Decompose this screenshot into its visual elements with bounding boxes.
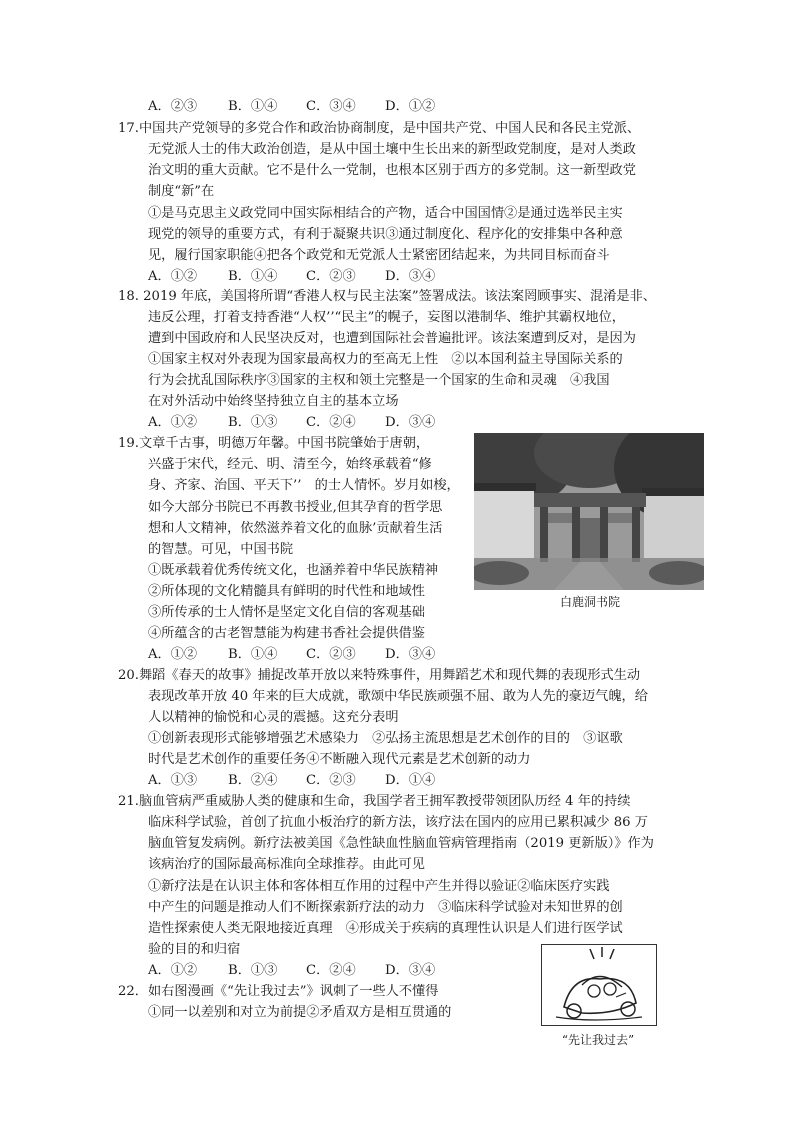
- q17-statement-line: ①是马克思主义政党同中国实际相结合的产物，适合中国国情②是通过选举民主实: [148, 206, 623, 221]
- q19-option-c[interactable]: C．②③: [306, 647, 356, 662]
- q20-statement-line: ①创新表现形式能够增强艺术感染力 ②弘扬主流思想是艺术创作的目的 ③讴歌: [148, 731, 623, 746]
- q16-options: [148, 96, 435, 117]
- q19-stem-line: 的智慧。可见，中国书院: [148, 542, 294, 557]
- q21-option-b[interactable]: B．①③: [228, 963, 278, 978]
- q21-statement-line: 中产生的问题是推动人们不断探索新疗法的动力 ③临床科学试验对未知世界的创: [148, 900, 623, 915]
- q19-options: [148, 644, 435, 665]
- q17-stem-line: 17.中国共产党领导的多党合作和政治协商制度，是中国共产党、中国人民和各民主党派、: [118, 121, 641, 136]
- q20-stem-line: 20.舞蹈《春天的故事》捕捉改革开放以来特殊事件，用舞蹈艺术和现代舞的表现形式生动: [118, 668, 641, 683]
- q21-stem-line: 21.脑血管病严重威胁人类的健康和生命，我国学者王拥军教授带领团队历经 4 年的持续: [118, 794, 631, 809]
- q18-statement-line: 行为会扰乱国际秩序③国家的主权和领土完整是一个国家的生命和灵魂 ④我国: [148, 373, 610, 388]
- q19-stem-line: 身、齐家、治国、平天下’’ 的士人情怀。岁月如梭，: [148, 478, 460, 493]
- q19-stem-line: 想和人文精神，依然滋养着文化的血脉’贡献着生活: [148, 521, 443, 536]
- q20-option-b[interactable]: B．②④: [228, 773, 278, 788]
- q19-option-d[interactable]: D．③④: [385, 647, 436, 662]
- q19-stem-line: 19.文章千古事，明德万年馨。中国书院肇始于唐朝，: [118, 436, 430, 451]
- q18-stem-line: 18. 2019 年底，美国将所谓“香港人权与民主法案”签署成法。该法案罔顾事实、混淆是非、: [118, 289, 656, 304]
- academy-photo-drawing: [474, 433, 704, 590]
- q17-statement-line: 现党的领导的重要方式，有利于凝聚共识③通过制度化、程序化的安排集中各种意: [148, 227, 623, 242]
- q16-option-a[interactable]: A．②③: [148, 99, 198, 114]
- q21-option-c[interactable]: C．②④: [306, 963, 356, 978]
- q20-stem-line: 表现改革开放 40 年来的巨大成就，歌颂中华民族顽强不屈、敢为人先的豪迈气魄，给: [148, 689, 648, 704]
- q21-options: [148, 960, 435, 981]
- q19-stem-line: 兴盛于宋代，经元、明、清至今，始终承载着“修: [148, 457, 432, 472]
- q19-option-a[interactable]: A．①②: [148, 647, 198, 662]
- academy-photo-caption: 白鹿洞书院: [559, 595, 620, 609]
- q21-option-d[interactable]: D．③④: [385, 963, 436, 978]
- q21-stem-line: 脑血管复发病例。新疗法被美国《急性缺血性脑血管病管理指南（2019 更新版）》作为: [148, 836, 654, 851]
- q19-statement-line: ①既承载着优秀传统文化，也涵养着中华民族精神: [148, 563, 439, 578]
- q17-statement-line: 见，履行国家职能④把各个政党和无党派人士紧密团结起来，为共同目标而奋斗: [148, 248, 610, 263]
- q20-options: [148, 770, 435, 791]
- q21-statement-line: 造性探索使人类无限地接近真理 ④形成关于疾病的真理性认识是人们进行医学试: [148, 921, 623, 936]
- q20-statement-line: 时代是艺术创作的重要任务④不断融入现代元素是艺术创新的动力: [148, 752, 531, 767]
- q17-option-d[interactable]: D．③④: [385, 269, 436, 284]
- q17-option-c[interactable]: C．②③: [306, 269, 356, 284]
- q16-option-c[interactable]: C．③④: [306, 99, 356, 114]
- q17-stem-line: 制度“新”在: [148, 184, 215, 199]
- q21-option-a[interactable]: A．①②: [148, 963, 198, 978]
- q21-stem-line: 该病治疗的国际最高标准向全球推荐。由此可见: [148, 857, 425, 872]
- q17-stem-line: 治文明的重大贡献。它不是什么一党制，也根本区别于西方的多党制。这一新型政党: [148, 163, 636, 178]
- q22-stem-line: 22．如右图漫画《“先让我过去”》讽刺了一些人不懂得: [118, 984, 439, 999]
- q18-option-d[interactable]: D．③④: [385, 415, 436, 430]
- q20-option-a[interactable]: A．①③: [148, 773, 198, 788]
- q18-stem-line: 违反公理，打着支持香港“人权’’“民主”的幌子，妄图以港制华、维护其霸权地位，: [148, 310, 625, 325]
- q21-statement-line: ①新疗法是在认识主体和客体相互作用的过程中产生并得以验证②临床医疗实践: [148, 879, 610, 894]
- q21-statement-line: 验的目的和归宿: [148, 942, 241, 957]
- q19-option-b[interactable]: B．①④: [228, 647, 278, 662]
- q18-statement-line: 在对外活动中始终坚持独立自主的基本立场: [148, 394, 399, 409]
- q20-stem-line: 人以精神的愉悦和心灵的震撼。这充分表明: [148, 710, 399, 725]
- q20-option-d[interactable]: D．①④: [385, 773, 436, 788]
- q16-option-b[interactable]: B．①④: [228, 99, 278, 114]
- q17-stem-line: 无党派人士的伟大政治创造，是从中国土壤中生长出来的新型政党制度，是对人类政: [148, 142, 636, 157]
- q20-option-c[interactable]: C．②③: [306, 773, 356, 788]
- q18-stem-line: 遭到中国政府和人民坚决反对，也遭到国际社会普遍批评。该法案遭到反对，是因为: [148, 331, 636, 346]
- q18-statement-line: ①国家主权对外表现为国家最高权力的至高无上性 ②以本国利益主导国际关系的: [148, 352, 623, 367]
- academy-photo: [474, 433, 704, 590]
- cartoon-caption: “先让我过去”: [561, 1033, 635, 1047]
- q17-option-a[interactable]: A．①②: [148, 269, 198, 284]
- q19-statement-line: ④所蕴含的古老智慧能为构建书香社会提供借鉴: [148, 626, 425, 641]
- q18-option-b[interactable]: B．①③: [228, 415, 278, 430]
- q19-stem-line: 如今大部分书院已不再教书授业,但其孕育的哲学思: [148, 500, 443, 515]
- q18-option-c[interactable]: C．②④: [306, 415, 356, 430]
- q21-stem-line: 临床科学试验，首创了抗血小板治疗的新方法，该疗法在国内的应用已累积减少 86 万: [148, 815, 648, 830]
- q16-option-d[interactable]: D．①②: [385, 99, 436, 114]
- q18-options: [148, 412, 435, 433]
- q19-statement-line: ③所传承的士人情怀是坚定文化自信的客观基础: [148, 605, 425, 620]
- q19-statement-line: ②所体现的文化精髓具有鲜明的时代性和地域性: [148, 584, 425, 599]
- q17-option-b[interactable]: B．①④: [228, 269, 278, 284]
- q22-statement-line: ①同一以差别和对立为前提②矛盾双方是相互贯通的: [148, 1005, 452, 1020]
- cartoon-drawing: [542, 945, 656, 1025]
- q17-options: [148, 266, 435, 287]
- q18-option-a[interactable]: A．①②: [148, 415, 198, 430]
- cartoon-image: [541, 944, 657, 1026]
